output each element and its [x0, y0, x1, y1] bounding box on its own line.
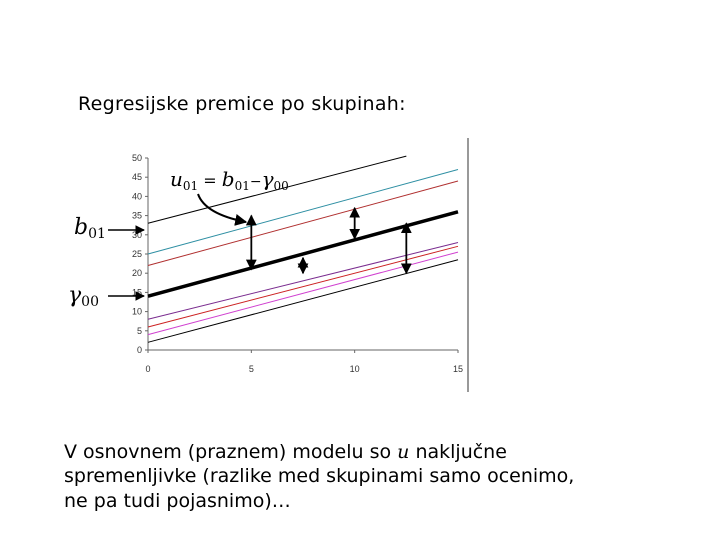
caption-line1-prefix: V osnovnem (praznem) modelu so — [64, 441, 398, 463]
formula-u: u — [170, 167, 183, 191]
x-tick-label: 10 — [349, 364, 360, 374]
formula-g-sub: 00 — [273, 179, 289, 193]
caption-var-u: u — [397, 441, 410, 463]
y-tick-label: 50 — [131, 153, 142, 163]
formula-b-sub: 01 — [234, 179, 250, 193]
g00-label: γ00 — [68, 283, 99, 310]
caption-line2: spremenljivke (razlike med skupinami samo ocenimo, — [64, 465, 575, 488]
caption-line1-suffix: naključne — [409, 441, 507, 463]
y-tick-label: 5 — [136, 325, 142, 336]
formula-b: b — [221, 167, 235, 191]
formula-g: γ — [261, 167, 274, 191]
formula-label — [170, 167, 289, 193]
x-tick-label: 15 — [452, 364, 464, 374]
y-tick-label: 35 — [131, 210, 142, 221]
y-tick-label: 40 — [131, 191, 142, 202]
y-tick-label: 45 — [131, 172, 142, 183]
y-tick-label: 15 — [131, 287, 142, 298]
y-tick-label: 0 — [136, 345, 142, 355]
x-tick-label: 5 — [248, 364, 254, 374]
caption-line3: ne pa tudi pojasnimo)… — [64, 489, 291, 512]
y-tick-label: 30 — [131, 229, 142, 240]
x-tick-label: 0 — [145, 364, 151, 374]
y-tick-label: 25 — [131, 249, 142, 259]
formula-minus: − — [249, 174, 262, 190]
b01-label: b01 — [74, 215, 106, 242]
formula-eq: = — [198, 171, 222, 190]
y-tick-label: 10 — [131, 306, 142, 317]
y-tick-label: 20 — [131, 268, 142, 279]
formula-u-sub: 01 — [182, 179, 199, 193]
caption-text — [64, 440, 704, 513]
chart-heading: Regresijske premice po skupinah: — [78, 93, 406, 115]
